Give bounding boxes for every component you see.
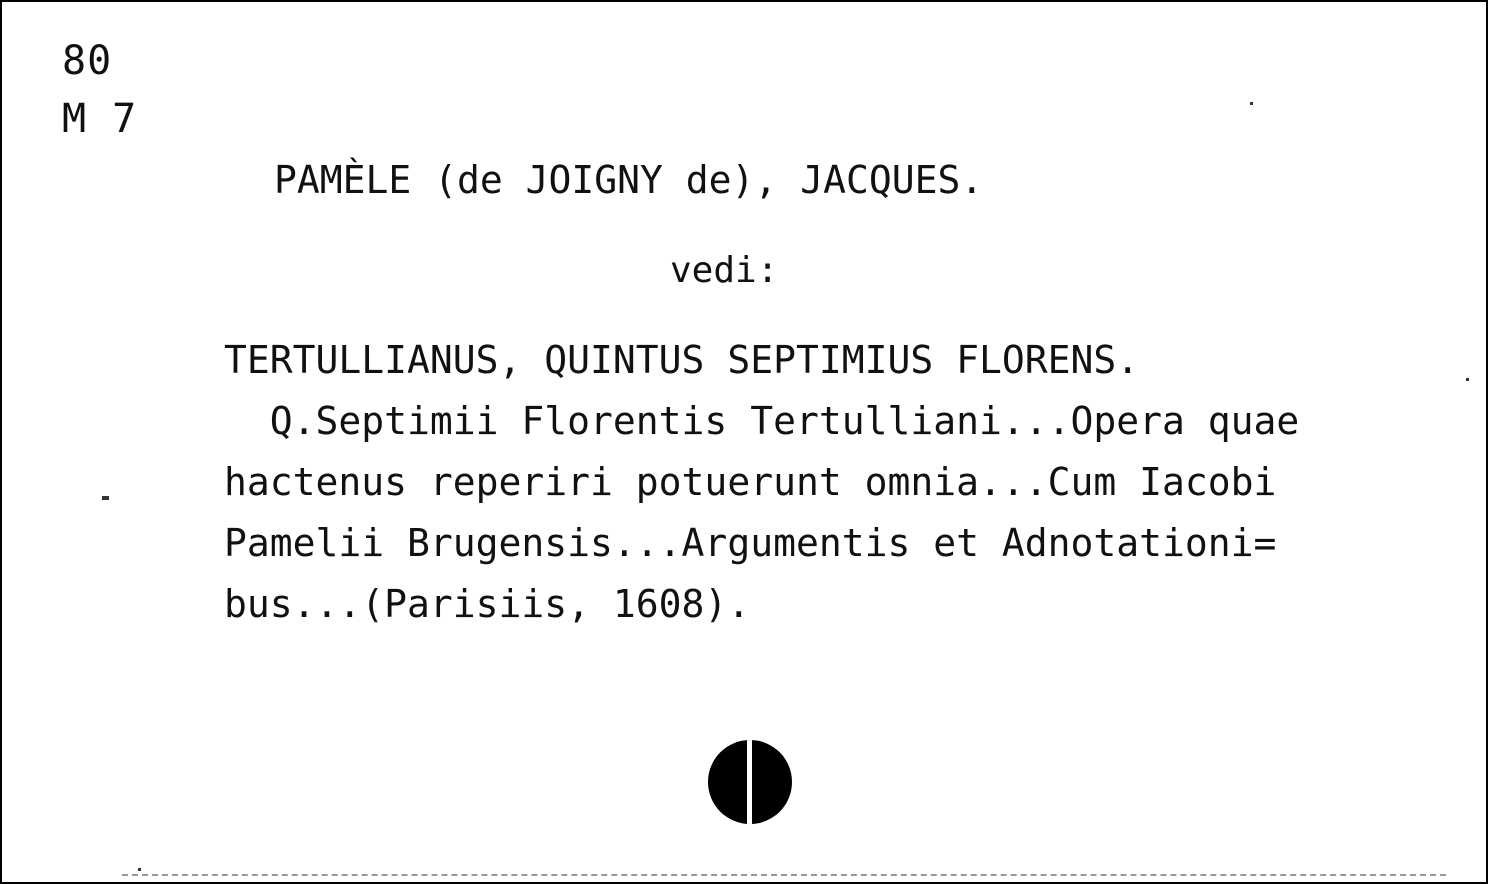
entry-title-line-4: bus...(Parisiis, 1608). <box>224 582 751 626</box>
call-number <box>62 32 137 148</box>
call-number-line-1: 80 <box>62 38 113 84</box>
scan-speck <box>138 868 141 871</box>
punch-hole <box>708 740 792 824</box>
call-number-line-2: M 7 <box>62 96 138 142</box>
scan-edge-artifact <box>122 874 1446 876</box>
scan-speck <box>1250 102 1253 105</box>
entry-title-line-1: Q.Septimii Florentis Tertulliani...Opera quae <box>224 399 1300 443</box>
see-also-label: vedi: <box>670 250 779 291</box>
scan-speck <box>102 496 109 500</box>
heading-name: PAMÈLE (de JOIGNY de), JACQUES. <box>274 158 984 202</box>
scan-speck <box>1466 378 1469 381</box>
punch-hole-slit <box>747 740 752 824</box>
entry-title-line-2: hactenus reperiri potuerunt omnia...Cum Iacobi <box>224 460 1277 504</box>
entry-title-line-3: Pamelii Brugensis...Argumentis et Adnotationi= <box>224 521 1277 565</box>
referenced-entry <box>224 330 1474 635</box>
entry-author: TERTULLIANUS, QUINTUS SEPTIMIUS FLORENS. <box>224 338 1140 382</box>
